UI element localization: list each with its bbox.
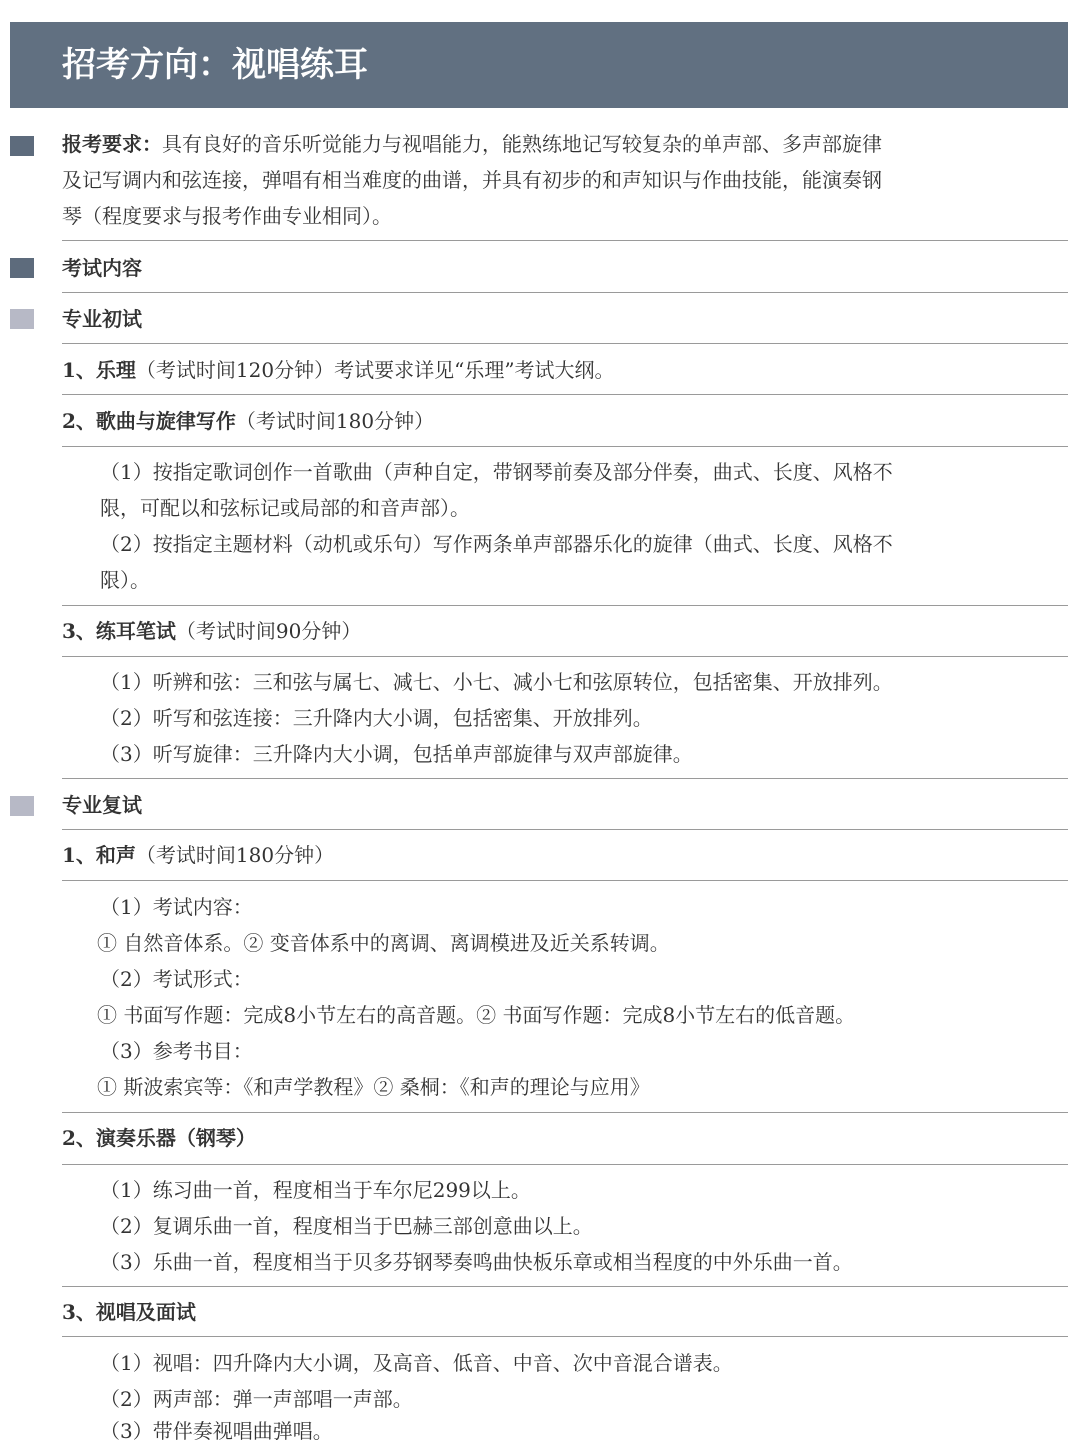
prelim-item-2: 2、歌曲与旋律写作（考试时间180分钟） (62, 409, 435, 433)
prelim-title: 专业初试 (62, 307, 142, 331)
list-item: （1）考试内容： (100, 895, 253, 919)
divider (62, 446, 1068, 447)
list-item: （2）按指定主题材料（动机或乐句）写作两条单声部器乐化的旋律（曲式、长度、风格不 (100, 532, 893, 556)
list-item: （2）听写和弦连接：三升降内大小调，包括密集、开放排列。 (100, 706, 653, 730)
page-header: 招考方向：视唱练耳 (10, 22, 1068, 108)
divider (62, 1164, 1068, 1165)
section-marker (10, 258, 34, 278)
list-item: （3）带伴奏视唱曲弹唱。 (100, 1419, 333, 1443)
divider (62, 656, 1068, 657)
retest-item-3: 3、视唱及面试 (62, 1300, 196, 1324)
section-marker (10, 309, 34, 329)
section-marker (10, 136, 34, 156)
list-item: （2）复调乐曲一首，程度相当于巴赫三部创意曲以上。 (100, 1214, 593, 1238)
list-item: （3）参考书目： (100, 1039, 253, 1063)
list-item: 限，可配以和弦标记或局部的和音声部）。 (100, 496, 470, 520)
list-item: （1）按指定歌词创作一首歌曲（声种自定，带钢琴前奏及部分伴奏，曲式、长度、风格不 (100, 460, 893, 484)
retest-item-1: 1、和声（考试时间180分钟） (62, 843, 335, 867)
list-item: （1）听辨和弦：三和弦与属七、减七、小七、减小七和弦原转位，包括密集、开放排列。 (100, 670, 893, 694)
prelim-item-3: 3、练耳笔试（考试时间90分钟） (62, 619, 362, 643)
divider (62, 1336, 1068, 1337)
divider (62, 778, 1068, 779)
divider (62, 1286, 1068, 1287)
requirement-line: 琴（程度要求与报考作曲专业相同）。 (62, 204, 392, 228)
divider (62, 394, 1068, 395)
list-item: ① 书面写作题：完成8小节左右的高音题。② 书面写作题：完成8小节左右的低音题。 (97, 1003, 856, 1027)
section-marker (10, 796, 34, 816)
list-item: 限）。 (100, 568, 150, 592)
list-item: ① 自然音体系。② 变音体系中的离调、离调模进及近关系转调。 (97, 931, 670, 955)
divider (62, 605, 1068, 606)
list-item: （3）乐曲一首，程度相当于贝多芬钢琴奏鸣曲快板乐章或相当程度的中外乐曲一首。 (100, 1250, 853, 1274)
divider (62, 292, 1068, 293)
divider (62, 829, 1068, 830)
requirement-block (62, 126, 1052, 234)
list-item: （2）考试形式： (100, 967, 253, 991)
retest-title: 专业复试 (62, 793, 142, 817)
prelim-item-1: 1、乐理（考试时间120分钟）考试要求详见“乐理”考试大纲。 (62, 358, 615, 382)
list-item: ① 斯波索宾等：《和声学教程》② 桑桐：《和声的理论与应用》 (97, 1075, 650, 1099)
list-item: （1）视唱：四升降内大小调，及高音、低音、中音、次中音混合谱表。 (100, 1351, 733, 1375)
requirement-line: 具有良好的音乐听觉能力与视唱能力，能熟练地记写较复杂的单声部、多声部旋律 (162, 132, 882, 156)
retest-item-2: 2、演奏乐器（钢琴） (62, 1126, 256, 1150)
divider (62, 880, 1068, 881)
requirement-line: 及记写调内和弦连接，弹唱有相当难度的曲谱，并具有初步的和声知识与作曲技能，能演奏钢 (62, 168, 882, 192)
divider (62, 1112, 1068, 1113)
divider (62, 343, 1068, 344)
exam-content-title: 考试内容 (62, 256, 142, 280)
requirement-label: 报考要求： (62, 132, 162, 156)
divider (62, 240, 1068, 241)
list-item: （3）听写旋律：三升降内大小调，包括单声部旋律与双声部旋律。 (100, 742, 693, 766)
list-item: （1）练习曲一首，程度相当于车尔尼299以上。 (100, 1178, 531, 1202)
list-item: （2）两声部：弹一声部唱一声部。 (100, 1387, 413, 1411)
